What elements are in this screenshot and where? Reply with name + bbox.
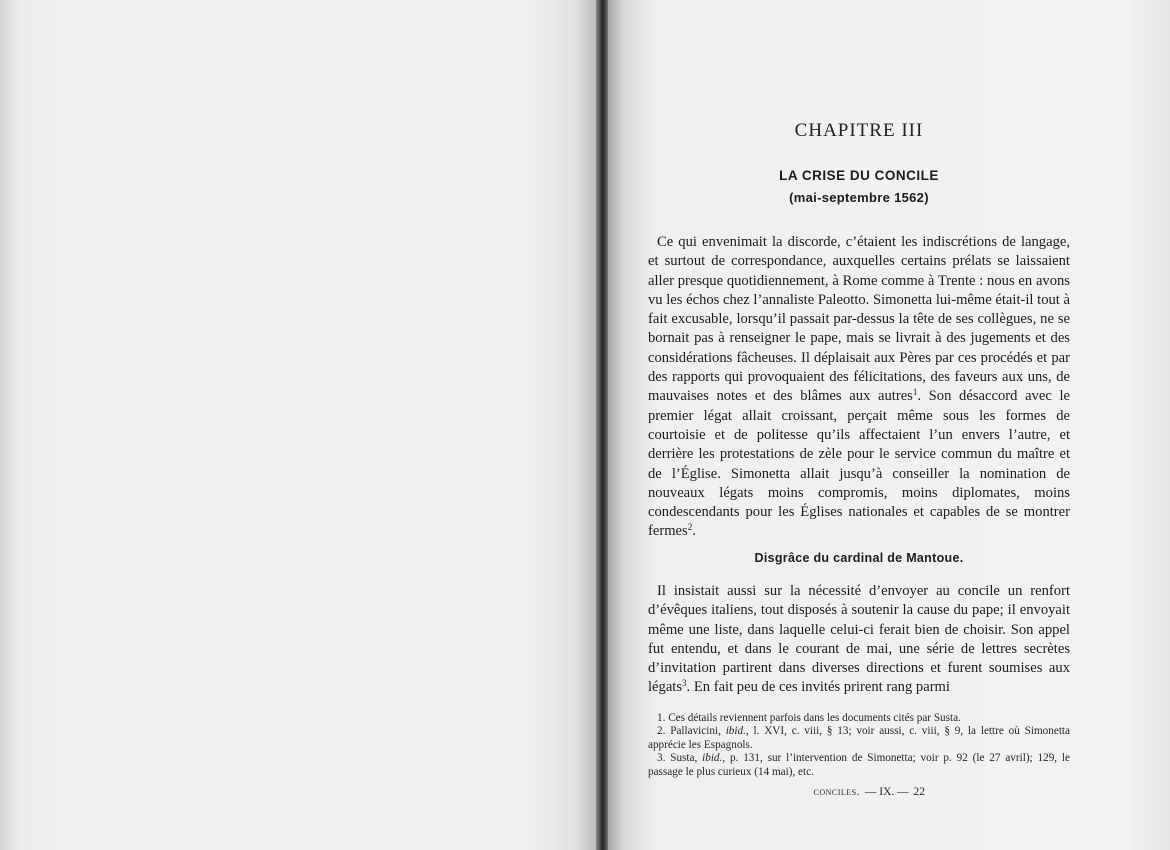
paragraph-1-text-a: Ce qui envenimait la discorde, c’étaient les indiscrétions de langage, et surtout de correspondance, auxquelles certains prélats se laissaient aller presque quotidiennement, à Rome comme à Trente : nous en avons vu les échos chez l’annaliste Paleotto. Simonetta lui-même était-il tout à fait excusable, lorsqu’il passait par-dessus la tête de ses collègues, ne se bornait pas à renseigner le pape, mais se livrait à des jugements et des considérations fâcheuses. Il déplaisait aux Pères par ces procédés et par des rapports qui provoquaient des félicitations, des faveurs aux uns, de mauvaises notes et des blâmes aux autres: [648, 234, 1070, 405]
paragraph-1-end: .: [692, 523, 696, 540]
chapter-subtitle: (mai-septembre 1562): [789, 190, 929, 205]
chapter-heading: CHAPITRE III: [794, 120, 924, 141]
footnote-ref-1: 1: [912, 387, 918, 398]
paragraph-2-text-b: . En fait peu de ces invités prirent rang parmi: [686, 679, 950, 696]
footnote-1: [648, 712, 1070, 725]
footnotes: [648, 712, 1070, 779]
footer-book-name: conciles.: [813, 786, 860, 798]
paragraph-1-text-b: . Son désaccord avec le premier légat allait croissant, perçait même sous les formes de courtoisie et de politesse qu’ils affectaient l’un envers l’autre, et derrière les protestations de zèle pour le service commun du maître et de l’Église. Simonetta allait jusqu’à conseiller la nomination de nouveaux légats moins compromis, moins diplomates, moins condescendants pour les Églises nationales et capables de se montrer fermes: [648, 388, 1070, 540]
footnote-number: 3.: [657, 752, 666, 765]
footnote-text: , l. XVI, c. viii, § 13; voir aussi, c. viii, § 9, la lettre où Simonetta apprécie les Espagnols.: [648, 725, 1071, 751]
footnote-2: [648, 725, 1070, 752]
footer-volume: — IX. —: [864, 786, 909, 798]
footnote-3: [648, 752, 1070, 779]
footnote-text: Susta,: [670, 752, 703, 765]
footnote-italic: ibid.: [702, 752, 723, 765]
page-footer: [648, 786, 1070, 798]
paragraph-2: [648, 582, 1070, 698]
footnote-text: , p. 131, sur l’intervention de Simonetta; voir p. 92 (le 27 avril); 129, le passage le plus curieux (14 mai), etc.: [648, 752, 1070, 778]
footnote-italic: ibid.: [725, 725, 746, 738]
page-number: 22: [913, 786, 925, 798]
chapter-title: LA CRISE DU CONCILE: [779, 168, 939, 183]
section-heading: Disgrâce du cardinal de Mantoue.: [754, 551, 964, 565]
footnote-text: Pallavicini,: [670, 725, 726, 738]
footnote-ref-3: 3: [682, 678, 687, 689]
footnote-ref-2: 2: [687, 522, 693, 533]
footnote-number: 1.: [657, 712, 666, 724]
footnote-text: Ces détails reviennent parfois dans les documents cités par Susta.: [668, 712, 961, 724]
footer-signature: [811, 786, 925, 798]
paragraph-2-text-a: Il insistait aussi sur la nécessité d’envoyer au concile un renfort d’évêques italiens, tout disposés à soutenir la cause du pape; il envoyait même une liste, dans laquelle celui-ci ferait bien de choisir. Son appel fut entendu, et dans le courant de mai, une série de lettres secrètes d’invitation partirent dans diverses directions et furent soumises aux légats: [648, 583, 1070, 696]
footnote-number: 2.: [657, 725, 666, 738]
paragraph-1: [648, 233, 1070, 542]
